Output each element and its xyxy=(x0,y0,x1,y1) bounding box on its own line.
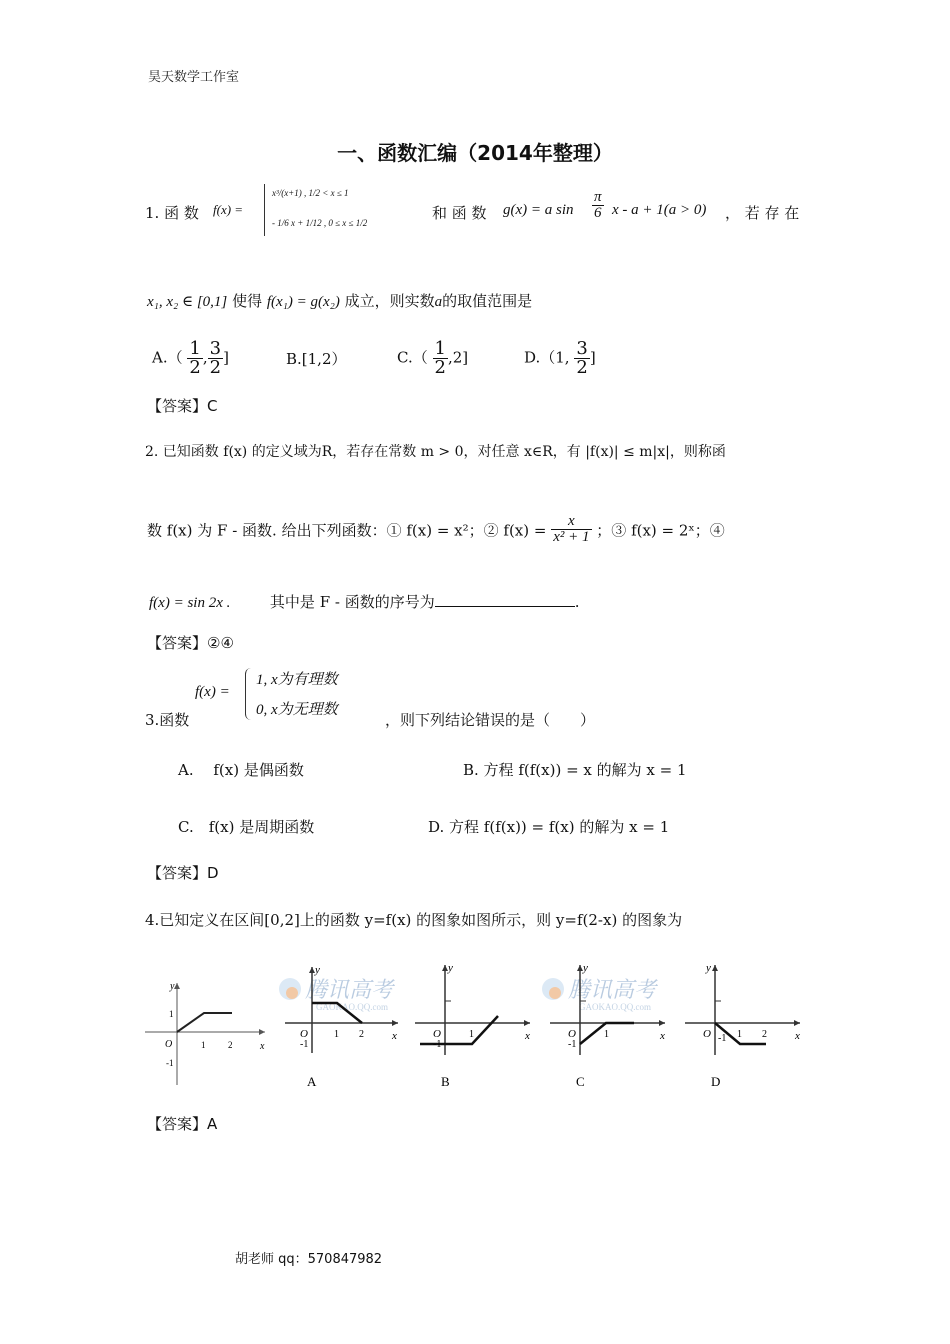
q2-line1: 2. 已知函数 f(x) 的定义域为R，若存在常数 m > 0，对任意 x∈R，有 |f(x)| ≤ m|x|，则称函 xyxy=(145,444,726,460)
q1-line2-c: f(x₁) = g(x₂) xyxy=(266,294,340,310)
q4-label-d: D xyxy=(711,1074,721,1089)
q4-orig-x: x xyxy=(260,1041,265,1052)
q4-a-tick1: 1 xyxy=(334,1029,339,1040)
q1-brace xyxy=(264,184,269,236)
q1-opt-c-end: ,2] xyxy=(447,348,469,367)
q4-a-x: x xyxy=(392,1030,397,1042)
q1-opt-d-end: ] xyxy=(589,348,596,367)
q4-c-ytickm1: -1 xyxy=(568,1039,577,1050)
page-footer: 胡老师 qq：570847982 xyxy=(235,1252,383,1267)
q1-answer: 【答案】C xyxy=(147,397,218,415)
q1-option-b: B.[1,2） xyxy=(286,350,347,368)
q1-option-d xyxy=(524,340,596,377)
q1-line2-b: 使得 xyxy=(232,292,263,310)
q1-g-fraction xyxy=(592,190,604,221)
q2-line2 xyxy=(147,513,725,547)
q4-c-origin: O xyxy=(568,1028,576,1040)
q3-tail: ，则下列结论错误的是（ ） xyxy=(385,711,596,729)
q1-opt-d-d: 2 xyxy=(576,357,588,378)
q4-a-origin: O xyxy=(300,1028,308,1040)
page-title: 一、函数汇编（2014年整理） xyxy=(337,141,613,165)
q1-opt-d-n: 3 xyxy=(576,338,588,359)
q4-d-tick1: 1 xyxy=(737,1029,742,1040)
q3-option-d: D. 方程 f(f(x)) = f(x) 的解为 x = 1 xyxy=(428,818,670,836)
q2-line2-b: ；③ f(x) = 2ˣ；④ xyxy=(596,521,725,540)
q2-line3-end: . xyxy=(574,593,580,611)
q4-b-ytickm1: -1 xyxy=(433,1039,442,1050)
q4-graphs xyxy=(140,955,810,1095)
q1-line2-e: a xyxy=(434,294,443,310)
q3-f-lhs: f(x) = xyxy=(195,684,230,700)
q1-piece1: x³/(x+1) , 1/2 < x ≤ 1 xyxy=(272,188,349,198)
q2-line2-a: 数 f(x) 为 F - 函数. 给出下列函数：① f(x) = x²；② f(x) = xyxy=(147,521,547,540)
q3-option-c: C. f(x) 是周期函数 xyxy=(178,818,315,836)
q1-f-lhs: f(x) = xyxy=(213,202,244,217)
q4-graph-d[interactable] xyxy=(685,962,800,1089)
q4-orig-ytickm1: -1 xyxy=(166,1058,174,1068)
q1-option-c xyxy=(397,340,468,377)
q4-b-y: y xyxy=(448,962,453,974)
q4-orig-tick1: 1 xyxy=(201,1040,206,1050)
q1-g-six: 6 xyxy=(594,205,602,221)
q4-label-a: A xyxy=(307,1074,317,1089)
q1-line2 xyxy=(147,290,532,311)
q4-d-x: x xyxy=(795,1030,800,1042)
q4-b-tick1: 1 xyxy=(469,1029,474,1040)
q2-answer-blank[interactable] xyxy=(435,592,575,607)
q4-original-graph xyxy=(145,981,265,1085)
q4-watermark-2 xyxy=(542,977,658,1012)
q1-option-a-label: A.（ xyxy=(152,348,183,367)
q4-watermark-sub-1: GAOKAO.QQ.com xyxy=(316,1002,388,1012)
q4-graph-b[interactable] xyxy=(415,962,530,1089)
q4-watermark-text-2: 腾讯高考 xyxy=(568,977,657,1002)
q4-d-y: y xyxy=(706,962,711,974)
q2-line3-a: f(x) = sin 2x . xyxy=(149,595,231,611)
q4-orig-y: y xyxy=(170,981,175,992)
q2-line3 xyxy=(149,591,579,612)
q3-case1: 1, x为有理数 xyxy=(256,672,338,688)
q4-d-origin: O xyxy=(703,1028,711,1040)
q4-watermark-1 xyxy=(279,977,395,1012)
q3-case2: 0, x为无理数 xyxy=(256,702,338,718)
q4-answer: 【答案】A xyxy=(147,1115,218,1133)
q3-number: 3.函数 xyxy=(145,711,190,729)
q2-line3-b: 其中是 F - 函数的序号为 xyxy=(269,593,435,611)
q1-line2-d: 成立，则实数 xyxy=(344,292,435,310)
q4-orig-ytick1: 1 xyxy=(169,1009,174,1019)
q1-opt-a-d2: 2 xyxy=(209,357,222,378)
q1-opt-a-n1: 1 xyxy=(189,338,201,359)
q1-tail: ， 若 存 在 xyxy=(725,204,800,222)
q4-label-c: C xyxy=(576,1074,585,1089)
q1-line2-a: x₁, x₂ ∈ [0,1] xyxy=(147,294,228,310)
q1-line2-f: 的取值范围是 xyxy=(442,292,533,310)
q3-option-b: B. 方程 f(f(x)) = x 的解为 x = 1 xyxy=(463,761,687,779)
q4-c-tick1: 1 xyxy=(604,1029,609,1040)
q1-g-tail: x - a + 1(a > 0) xyxy=(612,202,707,218)
q4-d-tick2: 2 xyxy=(762,1029,767,1040)
q1-opt-a-n2: 3 xyxy=(209,338,222,359)
q1-opt-c-d: 2 xyxy=(434,357,446,378)
q1-option-a: A.（ $\frac{1}{2}$ , $\frac{3}{2}$ ] xyxy=(152,338,229,378)
q3-brace xyxy=(245,668,252,720)
q3-answer: 【答案】D xyxy=(147,864,219,882)
q4-orig-tick2: 2 xyxy=(228,1040,233,1050)
q2-frac-n: x xyxy=(551,514,591,530)
q4-a-tick2: 2 xyxy=(359,1029,364,1040)
q1-option-d-label: D.（1, xyxy=(524,348,570,367)
q4-c-x: x xyxy=(660,1030,665,1042)
q4-orig-origin: O xyxy=(165,1039,173,1050)
q1-g-pi: π xyxy=(594,189,602,205)
q1-opt-c-n: 1 xyxy=(434,338,446,359)
q4-label-b: B xyxy=(441,1074,450,1089)
q1-option-c-label: C.（ xyxy=(397,348,428,367)
q4-watermark-sub-2: GAOKAO.QQ.com xyxy=(579,1002,651,1012)
q1-mid: 和 函 数 xyxy=(432,204,487,222)
q4-c-y: y xyxy=(583,962,588,974)
q4-watermark-text-1: 腾讯高考 xyxy=(305,977,394,1002)
q4-a-ytickm1: -1 xyxy=(300,1039,309,1050)
q4-text: 4.已知定义在区间[0,2]上的函数 y=f(x) 的图象如图所示，则 y=f(2-x) 的图象为 xyxy=(145,911,683,929)
q1-piece2: - 1/6 x + 1/12 , 0 ≤ x ≤ 1/2 xyxy=(272,218,368,228)
q2-answer: 【答案】②④ xyxy=(147,634,234,652)
q4-b-origin: O xyxy=(433,1028,441,1040)
q4-a-y: y xyxy=(315,964,320,976)
q4-d-ytickm1: -1 xyxy=(718,1033,727,1044)
q1-g: g(x) = a sin xyxy=(503,202,574,218)
q3-option-a: A. f(x) 是偶函数 xyxy=(178,761,304,779)
page-header: 昊天数学工作室 xyxy=(148,70,240,85)
q2-frac-d: x² + 1 xyxy=(553,529,590,545)
q1-opt-a-d1: 2 xyxy=(189,357,201,378)
q4-b-x: x xyxy=(525,1030,530,1042)
q1-opt-a-end: ] xyxy=(223,348,229,367)
q1-number: 1. 函 数 xyxy=(145,204,199,222)
